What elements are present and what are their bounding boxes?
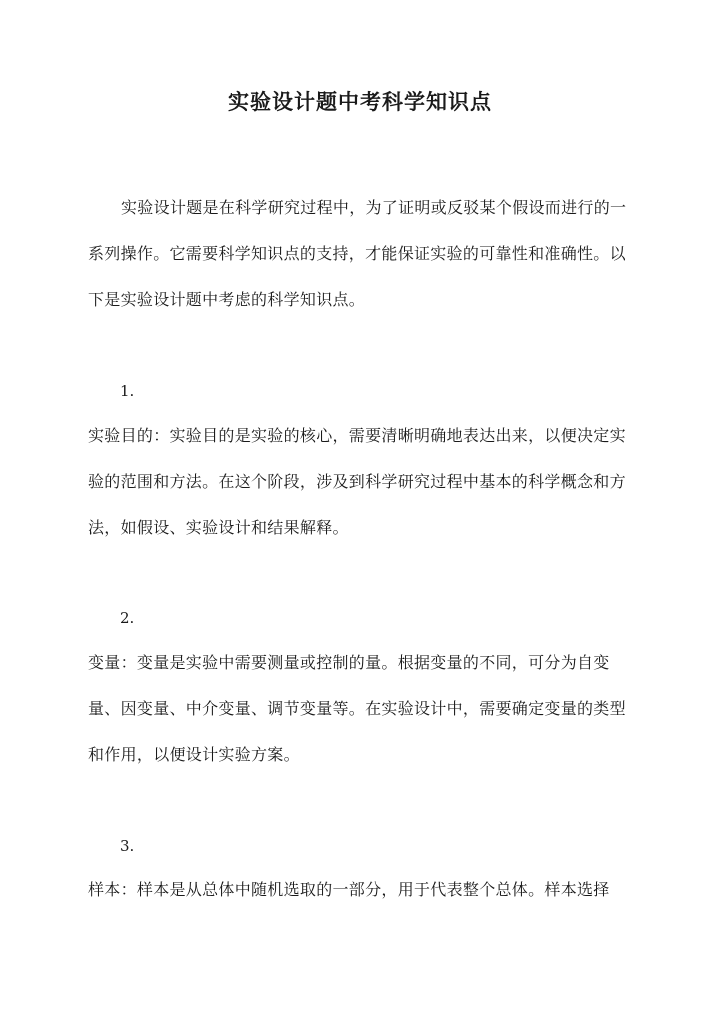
section-paragraph: 变量：变量是实验中需要测量或控制的量。根据变量的不同，可分为自变量、因变量、中介变量、调节变量等。在实验设计中，需要确定变量的类型和作用，以便设计实验方案。 [88, 653, 626, 764]
section-number: 3. [120, 837, 135, 855]
section-paragraph: 实验目的：实验目的是实验的核心，需要清晰明确地表达出来，以便决定实验的范围和方法。在这个阶段，涉及到科学研究过程中基本的科学概念和方法，如假设、实验设计和结果解释。 [88, 426, 626, 537]
document-title: 实验设计题中考科学知识点 [228, 89, 492, 114]
intro-paragraph: 实验设计题是在科学研究过程中，为了证明或反驳某个假设而进行的一系列操作。它需要科学知识点的支持，才能保证实验的可靠性和准确性。以下是实验设计题中考虑的科学知识点。 [88, 198, 627, 309]
section-number: 2. [120, 609, 135, 627]
section-paragraph: 样本：样本是从总体中随机选取的一部分，用于代表整个总体。样本选择 [88, 880, 610, 899]
section-number: 1. [120, 382, 135, 400]
